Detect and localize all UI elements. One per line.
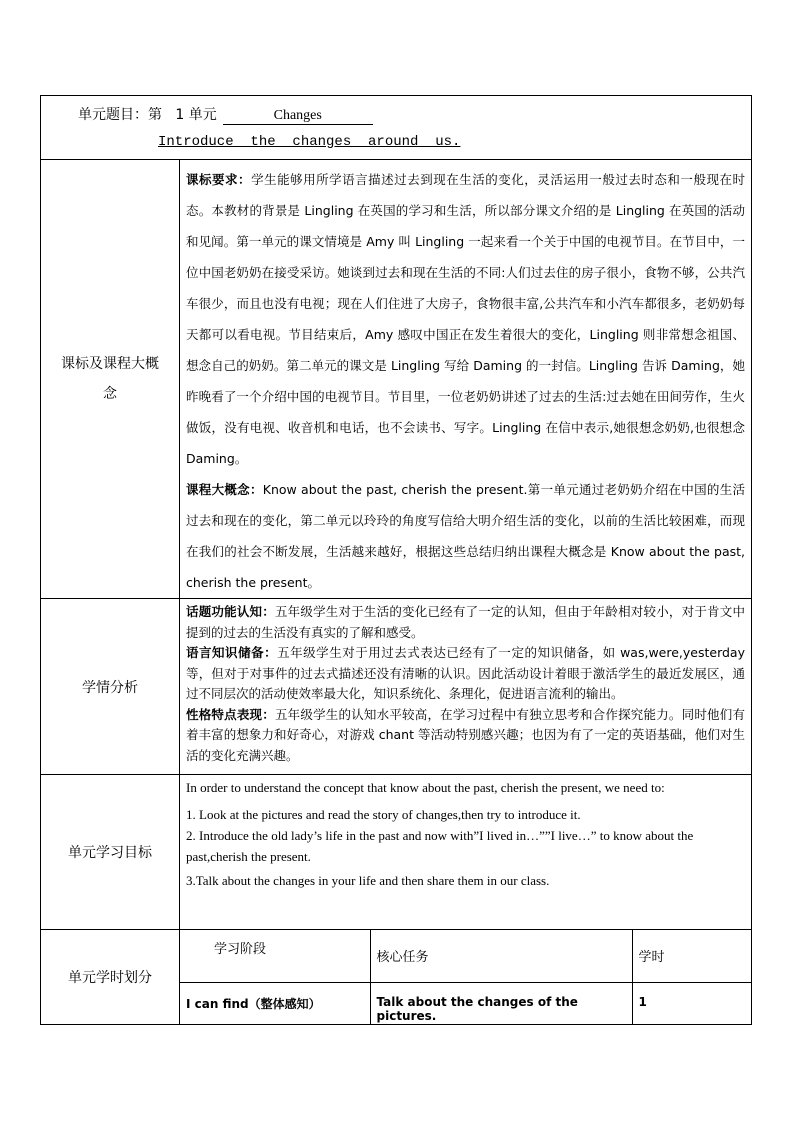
analysis-text	[180, 599, 751, 766]
schedule-data-row	[180, 982, 752, 1024]
concept-text: Know about the past, cherish the present.第一单元通过老奶奶介绍在中国的生活过去和现在的变化，第二单元以玲玲的角度写信给大明介绍生活的变化，以前的生活比较困难，而现在我们的社会不断发展，生活越来越好，根据这些总结归纳出课程大概念是 Know about the past, cherish the present。	[186, 482, 745, 590]
unit-title-prefix: 单元题目：第 1 单元	[78, 107, 217, 123]
curriculum-label	[41, 160, 180, 599]
goals-row	[41, 775, 752, 930]
schedule-content	[180, 930, 752, 1025]
schedule-row	[41, 930, 752, 1025]
schedule-table	[180, 930, 752, 1024]
character-heading: 性格特点表现：	[186, 706, 275, 722]
topic-text: 五年级学生对于生活的变化已经有了一定的认知，但由于年龄相对较小，对于肯文中提到的过去的生活没有真实的了解和感受。	[186, 604, 745, 640]
goals-label: 单元学习目标	[41, 775, 180, 930]
analysis-label: 学情分析	[41, 599, 180, 775]
header-task: 核心任务	[370, 930, 632, 982]
stage-cell: I can find（整体感知）	[180, 982, 370, 1024]
requirement-heading: 课标要求：	[186, 172, 252, 187]
curriculum-row	[41, 160, 752, 599]
goals-text	[180, 775, 751, 891]
analysis-content	[180, 599, 752, 775]
schedule-header-row	[180, 930, 752, 982]
unit-plan-table	[40, 95, 752, 1025]
goal-item: 3.Talk about the changes in your life and then share them in our class.	[186, 873, 550, 888]
concept-heading: 课程大概念：	[186, 482, 263, 497]
hours-cell: 1	[632, 982, 752, 1024]
curriculum-text	[180, 160, 751, 598]
curriculum-content	[180, 160, 752, 599]
unit-subtitle: Introduce the changes around us.	[158, 134, 461, 150]
header-stage: 学习阶段	[180, 930, 370, 982]
language-heading: 语言知识储备：	[186, 645, 278, 660]
curriculum-label-text: 课标及课程大概念	[61, 356, 159, 402]
character-text: 五年级学生的认知水平较高，在学习过程中有独立思考和合作探究能力。同时他们有着丰富的想象力和好奇心，对游戏 chant 等活动特别感兴趣；也因为有了一定的英语基础，他们对生活的变化充满兴趣。	[186, 706, 745, 763]
goals-content	[180, 775, 752, 930]
schedule-label: 单元学时划分	[41, 930, 180, 1025]
goal-item: 2. Introduce the old lady’s life in the past and now with”I lived in…””I live…” to know about the past,cherish the present.	[186, 828, 694, 864]
requirement-text: 学生能够用所学语言描述过去到现在生活的变化，灵活运用一般过去时态和一般现在时态。本教材的背景是 Lingling 在英国的学习和生活，所以部分课文介绍的是 Lingling 在英国的活动和见闻。第一单元的课文情境是 Amy 叫 Lingling 一起来看一个关于中国的电视节目。在节目中，一位中国老奶奶在接受采访。她谈到过去和现在生活的不同:人们过去住的房子很小，食物不够，公共汽车很少，而且也没有电视；现在人们住进了大房子，食物很丰富,公共汽车和小汽车都很多，老奶奶每天都可以看电视。节目结束后，Amy 感叹中国正在发生着很大的变化，Lingling 则非常想念祖国、想念自己的奶奶。第二单元的课文是 Lingling 写给 Daming 的一封信。Lingling 告诉 Daming，她昨晚看了一个介绍中国的电视节目。节目里，一位老奶奶讲述了过去的生活:过去她在田间劳作，生火做饭，没有电视、收音机和电话，也不会读书、写字。Lingling 在信中表示,她很想念奶奶,也很想念 Daming。	[186, 172, 745, 466]
goal-item: 1. Look at the pictures and read the story of changes,then try to introduce it.	[186, 807, 581, 822]
unit-chapter: Changes	[223, 108, 373, 125]
task-cell: Talk about the changes of the pictures.	[370, 982, 632, 1024]
unit-title	[78, 104, 373, 125]
language-text: 五年级学生对于用过去式表达已经有了一定的知识储备，如 was,were,yesterday 等，但对于对事件的过去式描述还没有清晰的认识。因此活动设计着眼于激活学生的最近发展区，通过不同层次的活动使效率最大化，知识系统化、条理化，促进语言流利的输出。	[186, 645, 745, 701]
topic-heading: 话题功能认知：	[186, 604, 275, 619]
analysis-row	[41, 599, 752, 775]
goals-intro: In order to understand the concept that know about the past, cherish the present, we need to:	[186, 780, 665, 795]
header-hours: 学时	[632, 930, 752, 982]
